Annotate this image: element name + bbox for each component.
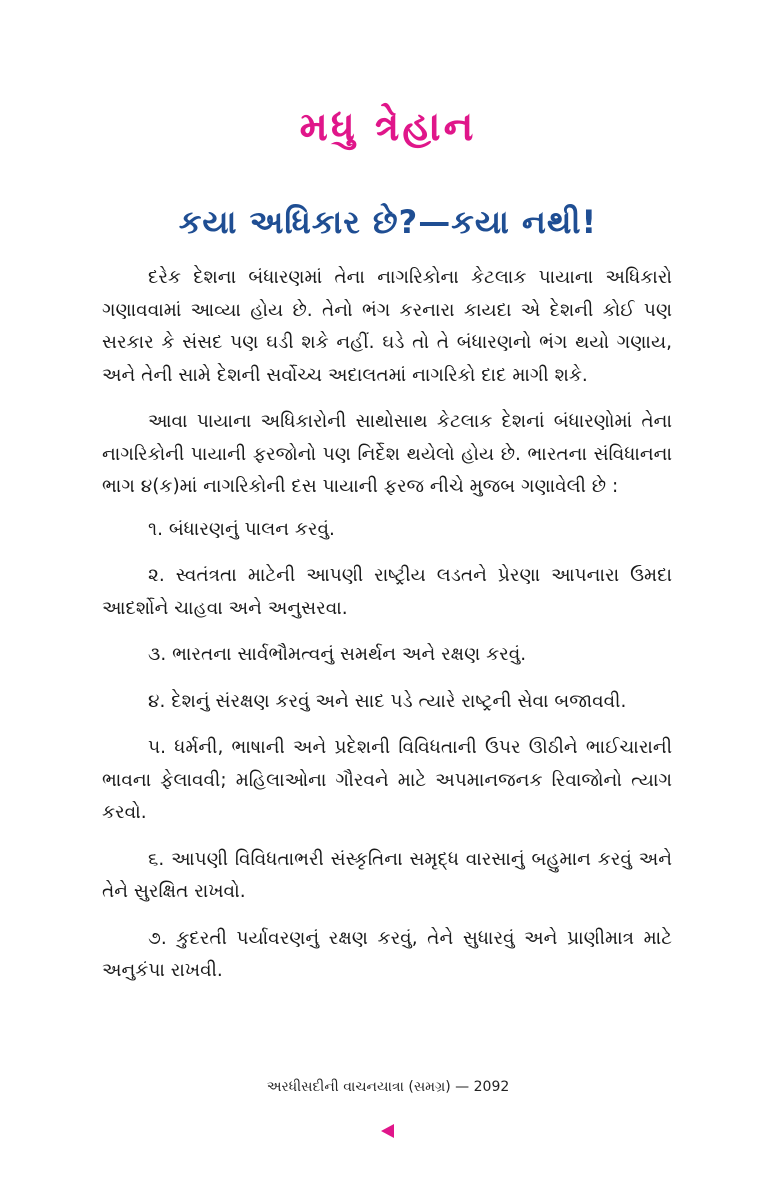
duty-item-2: ૨. સ્વતંત્રતા માટેની આપણી રાષ્ટ્રીય લડતને પ્રેરણા આપનારા ઉમદા આદર્શોને ચાહવા અને અનુસરવા.: [102, 565, 672, 619]
page-footer: અરધીસદીની વાચનયાત્રા (સમગ્ર) — 2092: [266, 1079, 510, 1095]
duty-item-4: ૪. દેશનું સંરક્ષણ કરવું અને સાદ પડે ત્યારે રાષ્ટ્રની સેવા બજાવવી.: [148, 690, 627, 712]
chapter-title: કયા અધિકાર છે?—કયા નથી!: [178, 203, 598, 241]
previous-page-arrow-icon[interactable]: [381, 1124, 394, 1138]
duty-item-5: ૫. ધર્મની, ભાષાની અને પ્રદેશની વિવિધતાની ઉપર ઊઠીને ભાઈચારાની ભાવના ફેલાવવી; મહિલાઓના ગૌરવને માટે અપમાનજનક રિવાજોનો ત્યાગ કરવો.: [102, 737, 672, 823]
duty-item-7: ૭. કુદરતી પર્યાવરણનું રક્ષણ કરવું, તેને સુધારવું અને પ્રાણીમાત્ર માટે અનુકંપા રાખવી.: [102, 927, 672, 981]
body-text: [102, 262, 672, 1002]
duty-item-6: ૬. આપણી વિવિધતાભરી સંસ્કૃતિના સમૃદ્ધ વારસાનું બહુમાન કરવું અને તેને સુરક્ષિત રાખવો.: [102, 848, 672, 902]
duty-item-3: ૩. ભારતના સાર્વભૌમત્વનું સમર્થન અને રક્ષણ કરવું.: [148, 644, 527, 665]
duty-item-1: ૧. બંધારણનું પાલન કરવું.: [148, 518, 335, 540]
paragraph-intro: દરેક દેશના બંધારણમાં તેના નાગરિકોના કેટલાક પાયાના અધિકારો ગણાવવામાં આવ્યા હોય છે. તેનો ભંગ કરનારા કાયદા એ દેશની કોઈ પણ સરકાર કે સંસદ પણ ઘડી શકે નહીં. ઘડે તો તે બંધારણનો ભંગ થયો ગણાય, અને તેની સામે દેશની સર્વોચ્ચ અદાલતમાં નાગરિકો દાદ માગી શકે.: [102, 267, 672, 386]
paragraph-duties-intro: આવા પાયાના અધિકારોની સાથોસાથ કેટલાક દેશનાં બંધારણોમાં તેના નાગરિકોની પાયાની ફરજોનો પણ નિર્દેશ થયેલો હોય છે. ભારતના સંવિધાનના ભાગ ૪(ક)માં નાગરિકોની દસ પાયાની ફરજ નીચે મુજબ ગણાવેલી છે :: [102, 411, 672, 497]
author-name: મધુ ત્રેહાન: [299, 104, 477, 150]
